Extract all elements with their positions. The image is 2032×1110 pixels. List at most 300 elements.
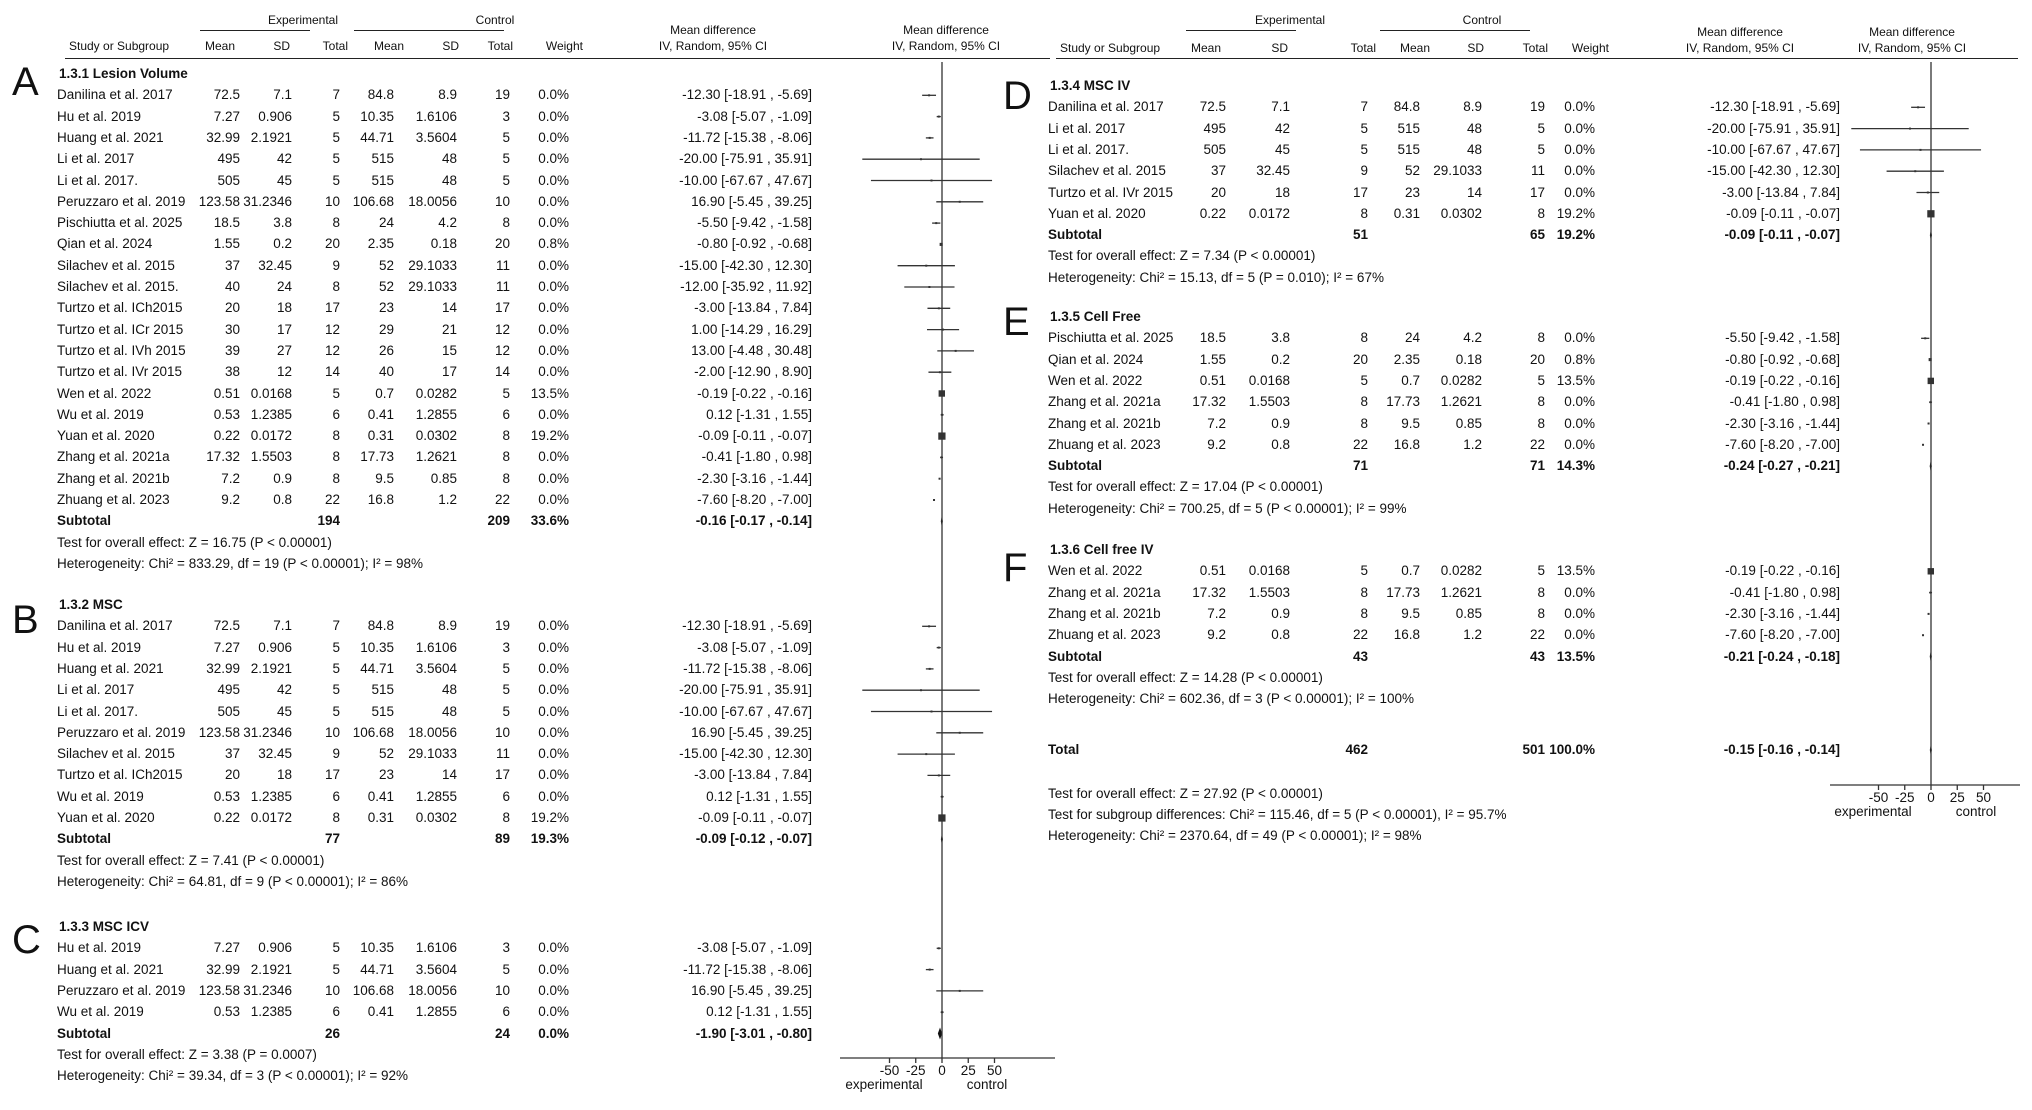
panel-a-c-mean: 0.7 (375, 385, 394, 401)
panel-a-c-sd: 1.6106 (415, 108, 457, 124)
panel-a-c-sd: 48 (441, 172, 457, 188)
panel-a-c-total: 20 (494, 236, 510, 252)
panel-e-c-sd: 1.2621 (1440, 394, 1482, 410)
panel-c-c-total: 5 (502, 961, 510, 977)
panel-a-e-total: 12 (324, 321, 340, 337)
panel-a-point (929, 137, 931, 139)
panel-a-e-sd: 45 (276, 172, 292, 188)
panel-f-study-name: Zhang et al. 2021b (1048, 605, 1161, 621)
panel-a-e-total: 10 (324, 193, 340, 209)
panel-e-subtotal-label: Subtotal (1048, 458, 1102, 474)
panel-a-c-sd: 29.1033 (408, 257, 457, 273)
panel-b-title: 1.3.2 MSC (59, 597, 123, 612)
panel-d-weight: 0.0% (1564, 99, 1595, 115)
panel-b-e-sd: 42 (276, 682, 292, 698)
panel-a-e-total: 8 (332, 279, 340, 294)
panel-c-point (929, 969, 931, 971)
panel-b-c-mean: 84.8 (367, 618, 394, 634)
panel-b-c-total: 10 (494, 724, 510, 740)
panel-a-e-mean: 495 (217, 151, 240, 167)
panel-b-c-total: 19 (494, 618, 510, 634)
panel-b-point (929, 668, 931, 670)
panel-d-weight: 0.0% (1564, 184, 1595, 200)
panel-a-study-name: Peruzzaro et al. 2019 (57, 193, 186, 209)
panel-a-c-sd: 3.5604 (415, 129, 457, 145)
panel-b-e-total: 6 (332, 788, 340, 804)
panel-c-c-sd: 3.5604 (415, 961, 457, 977)
panel-d-subtotal-weight: 19.2% (1556, 227, 1595, 243)
panel-a-c-total: 10 (494, 193, 510, 209)
panel-a-c-total: 3 (502, 108, 510, 124)
panel-e-e-mean: 1.55 (1199, 351, 1226, 367)
panel-a-e-sd: 0.8 (273, 492, 292, 507)
panel-a-e-total: 17 (324, 300, 340, 316)
panel-e-c-mean: 9.5 (1401, 415, 1420, 431)
panel-b-study-name: Huang et al. 2021 (57, 660, 164, 676)
panel-b-c-mean: 23 (378, 767, 394, 783)
panel-a-study-name: Yuan et al. 2020 (57, 428, 155, 444)
panel-a-e-total: 7 (332, 87, 340, 103)
panel-d-letter: D (1003, 74, 1032, 118)
panel-c-c-sd: 1.6106 (415, 940, 457, 956)
panel-d-e-sd: 7.1 (1271, 99, 1290, 115)
panel-b-e-sd: 45 (276, 703, 292, 719)
panel-a-c-total: 5 (502, 385, 510, 401)
panel-b-subtotal-weight: 19.3% (530, 831, 569, 847)
panel-c-e-total: 10 (324, 982, 340, 998)
panel-e-weight: 0.8% (1564, 351, 1595, 367)
right-header-md-2: IV, Random, 95% CI (1685, 41, 1795, 55)
panel-e-e-sd: 1.5503 (1248, 394, 1290, 410)
right-axis-label-left: experimental (1834, 804, 1912, 819)
panel-c-e-mean: 7.27 (213, 940, 240, 956)
panel-b-c-sd: 1.2855 (415, 788, 457, 804)
panel-f-c-total: 8 (1537, 605, 1545, 621)
panel-a-ci: -0.80 [-0.92 , -0.68] (697, 236, 812, 252)
total-heterogeneity: Heterogeneity: Chi² = 2370.64, df = 49 (P < 0.00001); I² = 98% (1048, 828, 1422, 843)
right-axis-tick-label: 50 (1975, 790, 1992, 805)
panel-b-c-sd: 1.6106 (415, 639, 457, 655)
panel-a-e-total: 5 (332, 172, 340, 188)
panel-a-e-sd: 32.45 (258, 257, 292, 273)
panel-a-ci: -15.00 [-42.30 , 12.30] (679, 257, 812, 273)
panel-e-e-total: 8 (1360, 394, 1368, 410)
panel-d-ci: -15.00 [-42.30 , 12.30] (1707, 163, 1840, 179)
right-header-study: Study or Subgroup (1060, 41, 1161, 55)
panel-a-c-total: 17 (494, 300, 510, 316)
panel-f-e-mean: 17.32 (1192, 584, 1226, 600)
panel-d-c-total: 5 (1537, 120, 1545, 136)
panel-a-e-mean: 0.53 (213, 406, 240, 422)
panel-a-study-name: Zhang et al. 2021a (57, 449, 170, 465)
left-header-forest-2: IV, Random, 95% CI (891, 39, 1001, 53)
panel-f-e-sd: 0.0168 (1248, 563, 1290, 579)
panel-b-weight: 0.0% (538, 682, 569, 698)
panel-e-c-sd: 0.18 (1455, 351, 1482, 367)
panel-a-e-mean: 7.27 (213, 108, 240, 124)
panel-b-ci: 0.12 [-1.31 , 1.55] (706, 788, 812, 804)
panel-a-e-total: 8 (332, 215, 340, 231)
right-header-md-1: Mean difference (1697, 25, 1783, 39)
panel-c-weight: 0.0% (538, 961, 569, 977)
panel-a-e-sd: 42 (276, 151, 292, 167)
panel-e-c-sd: 0.85 (1455, 415, 1482, 431)
panel-b-subtotal-ci: -0.09 [-0.12 , -0.07] (695, 831, 812, 847)
panel-f-study-name: Zhang et al. 2021a (1048, 584, 1161, 600)
panel-a-point (920, 158, 922, 160)
panel-e-ci: -0.19 [-0.22 , -0.16] (1725, 372, 1840, 388)
panel-a-c-sd: 1.2855 (415, 406, 457, 422)
panel-a-weight: 0.0% (538, 279, 569, 294)
panel-b-c-mean: 106.68 (352, 724, 394, 740)
panel-b-c-sd: 29.1033 (408, 746, 457, 762)
panel-a-point (928, 286, 930, 288)
left-axis-tick-label: 50 (986, 1063, 1003, 1078)
panel-b-c-total: 5 (502, 682, 510, 698)
panel-e-ci: -5.50 [-9.42 , -1.58] (1725, 330, 1840, 346)
panel-a-ci: -0.09 [-0.11 , -0.07] (698, 428, 812, 444)
panel-a-e-mean: 32.99 (206, 129, 240, 145)
panel-a-ci: 1.00 [-14.29 , 16.29] (691, 321, 812, 337)
panel-a-e-sd: 0.0168 (250, 385, 292, 401)
panel-a-e-sd: 1.2385 (250, 406, 292, 422)
panel-a-e-sd: 24 (276, 279, 292, 294)
panel-d-point (1914, 170, 1916, 172)
panel-a-subtotal-ci: -0.16 [-0.17 , -0.14] (695, 513, 812, 529)
panel-f-c-sd: 1.2 (1463, 627, 1482, 643)
panel-f-c-sd: 1.2621 (1440, 584, 1482, 600)
panel-b-c-mean: 0.41 (367, 788, 394, 804)
panel-d-c-sd: 29.1033 (1433, 163, 1482, 179)
panel-c-e-total: 5 (332, 940, 340, 956)
panel-b-e-total: 8 (332, 810, 340, 825)
panel-a-e-total: 5 (332, 385, 340, 401)
panel-a-study-name: Turtzo et al. IVh 2015 (57, 342, 186, 358)
panel-a-e-mean: 1.55 (213, 236, 240, 252)
right-header-forest-1: Mean difference (1869, 25, 1955, 39)
panel-c-letter: C (12, 918, 41, 962)
panel-b-ci: 16.90 [-5.45 , 39.25] (691, 724, 812, 740)
panel-f-c-mean: 16.8 (1393, 627, 1420, 643)
panel-a-e-sd: 0.906 (258, 108, 292, 124)
panel-a-e-total: 9 (332, 257, 340, 273)
panel-e-study-name: Wen et al. 2022 (1048, 372, 1143, 388)
panel-b-e-mean: 72.5 (213, 618, 240, 634)
panel-c-heterogeneity: Heterogeneity: Chi² = 39.34, df = 3 (P < 0.00001); I² = 92% (57, 1068, 408, 1084)
left-header-forest-1: Mean difference (903, 23, 989, 37)
panel-a-study-name: Danilina et al. 2017 (57, 87, 173, 103)
panel-d-heterogeneity: Heterogeneity: Chi² = 15.13, df = 5 (P = 0.010); I² = 67% (1048, 269, 1384, 285)
panel-b-weight: 0.0% (538, 767, 569, 783)
panel-a-subtotal-label: Subtotal (57, 513, 111, 529)
panel-a-ci: -11.72 [-15.38 , -8.06] (683, 129, 812, 145)
panel-f-subtotal-e-total: 43 (1352, 648, 1368, 664)
panel-e-c-total: 8 (1537, 394, 1545, 410)
panel-b-c-total: 3 (502, 639, 510, 655)
panel-d-subtotal-ci: -0.09 [-0.11 , -0.07] (1724, 227, 1840, 243)
panel-d-e-mean: 0.22 (1199, 205, 1226, 221)
panel-d-c-total: 19 (1529, 99, 1545, 115)
panel-b-c-mean: 44.71 (360, 660, 394, 676)
panel-a-point (939, 478, 941, 480)
panel-a-c-total: 8 (502, 470, 510, 486)
panel-b-e-total: 17 (324, 767, 340, 783)
left-header-c-total: Total (487, 39, 513, 53)
panel-a-e-sd: 0.2 (273, 236, 292, 252)
panel-e-title: 1.3.5 Cell Free (1050, 309, 1141, 324)
panel-d-study-name: Silachev et al. 2015 (1048, 163, 1166, 179)
panel-c-study-name: Hu et al. 2019 (57, 940, 142, 956)
panel-a-e-sd: 31.2346 (243, 193, 292, 209)
panel-f-study-name: Zhuang et al. 2023 (1048, 627, 1161, 643)
panel-e-point (1924, 337, 1926, 339)
panel-a-e-mean: 505 (217, 172, 240, 188)
panel-a-e-mean: 72.5 (213, 87, 240, 103)
panel-b-c-mean: 515 (371, 682, 394, 698)
panel-c-e-sd: 1.2385 (250, 1004, 292, 1020)
panel-a-study-name: Zhuang et al. 2023 (57, 492, 170, 507)
panel-e-ci: -2.30 [-3.16 , -1.44] (1725, 415, 1840, 431)
panel-d-c-total: 8 (1537, 205, 1545, 221)
panel-f-subtotal-ci: -0.21 [-0.24 , -0.18] (1723, 648, 1840, 664)
panel-a-study-name: Silachev et al. 2015 (57, 257, 175, 273)
right-header-c-total: Total (1522, 41, 1548, 55)
panel-e-e-total: 5 (1360, 372, 1368, 388)
total-overall-test: Test for overall effect: Z = 27.92 (P < 0.00001) (1048, 786, 1323, 801)
panel-f-c-total: 8 (1537, 584, 1545, 600)
panel-b-c-total: 6 (502, 788, 510, 804)
panel-e-subtotal-c-total: 71 (1529, 458, 1545, 474)
panel-a-c-total: 22 (494, 492, 510, 507)
panel-c-e-mean: 123.58 (198, 982, 240, 998)
panel-f-ci: -7.60 [-8.20 , -7.00] (1725, 627, 1840, 643)
panel-b-e-total: 5 (332, 682, 340, 698)
panel-a-c-sd: 0.18 (430, 236, 457, 252)
panel-d-e-mean: 72.5 (1199, 99, 1226, 115)
panel-a-c-mean: 515 (371, 172, 394, 188)
panel-d-c-total: 17 (1529, 184, 1545, 200)
panel-b-c-mean: 52 (378, 746, 394, 762)
panel-c-study-name: Peruzzaro et al. 2019 (57, 982, 186, 998)
panel-a-e-mean: 18.5 (213, 215, 240, 231)
panel-e-c-total: 5 (1537, 372, 1545, 388)
panel-a-c-mean: 29 (378, 321, 394, 337)
panel-b-letter: B (12, 598, 39, 642)
right-axis-tick-label: -50 (1868, 790, 1889, 805)
panel-b-ci: -15.00 [-42.30 , 12.30] (679, 746, 812, 762)
total-ci: -0.15 [-0.16 , -0.14] (1723, 742, 1840, 757)
panel-c-ci: -3.08 [-5.07 , -1.09] (697, 940, 812, 956)
panel-a-c-total: 5 (502, 172, 510, 188)
left-header-control: Control (475, 13, 515, 27)
panel-e-e-sd: 0.2 (1271, 351, 1290, 367)
left-header-e-mean: Mean (204, 39, 235, 53)
panel-a-e-sd: 12 (276, 364, 292, 380)
panel-e-point (1928, 423, 1930, 425)
panel-a-e-sd: 18 (276, 300, 292, 316)
panel-f-subtotal-weight: 13.5% (1556, 648, 1595, 664)
panel-c-e-sd: 31.2346 (243, 982, 292, 998)
panel-a-e-total: 8 (332, 428, 340, 444)
panel-b-c-total: 8 (502, 810, 510, 825)
panel-d-e-sd: 0.0172 (1248, 205, 1290, 221)
panel-a-study-name: Wen et al. 2022 (57, 385, 152, 401)
panel-f-weight: 13.5% (1556, 563, 1595, 579)
right-header-experimental: Experimental (1254, 13, 1326, 27)
panel-a-c-mean: 26 (378, 342, 394, 358)
panel-e-e-sd: 0.0168 (1248, 372, 1290, 388)
panel-b-study-name: Yuan et al. 2020 (57, 810, 155, 825)
panel-c-c-total: 3 (502, 940, 510, 956)
panel-f-point (1922, 634, 1924, 636)
panel-c-study-name: Wu et al. 2019 (57, 1004, 144, 1020)
panel-a-ci: -5.50 [-9.42 , -1.58] (697, 215, 812, 231)
right-header-c-mean: Mean (1399, 41, 1430, 55)
left-header-c-mean: Mean (373, 39, 404, 53)
panel-e-e-sd: 3.8 (1271, 330, 1290, 346)
total-e-n: 462 (1345, 742, 1368, 757)
panel-a-weight: 0.0% (538, 87, 569, 103)
panel-a-ci: -3.08 [-5.07 , -1.09] (697, 108, 812, 124)
panel-a-ci: 0.12 [-1.31 , 1.55] (706, 406, 812, 422)
panel-a-e-sd: 0.0172 (250, 428, 292, 444)
panel-d-e-total: 17 (1352, 184, 1368, 200)
panel-a-ci: -0.41 [-1.80 , 0.98] (701, 449, 812, 465)
panel-a-c-total: 5 (502, 151, 510, 167)
panel-a-e-sd: 3.8 (273, 215, 292, 231)
panel-a-weight: 0.8% (538, 236, 569, 252)
panel-a-study-name: Turtzo et al. IVr 2015 (57, 364, 183, 380)
panel-f-e-sd: 0.8 (1271, 627, 1290, 643)
panel-b-point (931, 711, 933, 713)
panel-e-e-mean: 17.32 (1192, 394, 1226, 410)
panel-c-c-mean: 106.68 (352, 982, 394, 998)
panel-a-c-total: 11 (495, 257, 510, 273)
panel-a-e-total: 20 (324, 236, 340, 252)
panel-b-point (938, 647, 940, 649)
panel-e-overall-test: Test for overall effect: Z = 17.04 (P < 0.00001) (1048, 479, 1323, 495)
panel-d-c-mean: 84.8 (1393, 99, 1420, 115)
panel-c-e-mean: 0.53 (213, 1004, 240, 1020)
panel-a-weight: 0.0% (538, 492, 569, 507)
panel-e-c-total: 20 (1529, 351, 1545, 367)
panel-d-c-mean: 23 (1404, 184, 1420, 200)
panel-f-heterogeneity: Heterogeneity: Chi² = 602.36, df = 3 (P < 0.00001); I² = 100% (1048, 691, 1414, 707)
panel-f-e-total: 22 (1352, 627, 1368, 643)
panel-b-study-name: Danilina et al. 2017 (57, 618, 173, 634)
right-header-control: Control (1462, 13, 1502, 27)
panel-a-subtotal-weight: 33.6% (530, 513, 569, 529)
panel-c-weight: 0.0% (538, 1004, 569, 1020)
panel-d-c-sd: 48 (1466, 120, 1482, 136)
panel-e-point (1922, 444, 1924, 446)
panel-d-c-sd: 14 (1466, 184, 1482, 200)
panel-a-e-total: 5 (332, 108, 340, 124)
panel-f-c-total: 22 (1529, 627, 1545, 643)
panel-b-subtotal-label: Subtotal (57, 831, 111, 847)
panel-f-ci: -2.30 [-3.16 , -1.44] (1725, 605, 1840, 621)
panel-b-ci: -20.00 [-75.91 , 35.91] (679, 682, 812, 698)
panel-a-weight: 13.5% (530, 385, 569, 401)
panel-d-e-sd: 42 (1274, 120, 1290, 136)
panel-f-c-sd: 0.85 (1455, 605, 1482, 621)
panel-d-point (1909, 128, 1911, 130)
panel-b-c-total: 11 (495, 746, 510, 762)
right-header-e-sd: SD (1271, 41, 1288, 55)
panel-b-c-mean: 10.35 (360, 639, 394, 655)
panel-c-point (938, 947, 940, 949)
panel-e-e-mean: 0.51 (1199, 372, 1226, 388)
panel-a-e-mean: 0.22 (213, 428, 240, 444)
total-subgroup-test: Test for subgroup differences: Chi² = 115.46, df = 5 (P < 0.00001), I² = 95.7% (1048, 807, 1507, 822)
panel-b-c-sd: 0.0302 (415, 810, 457, 825)
panel-b-c-mean: 515 (371, 703, 394, 719)
panel-d-weight: 0.0% (1564, 163, 1595, 179)
panel-d-study-name: Turtzo et al. IVr 2015 (1048, 184, 1174, 200)
panel-a-c-mean: 0.31 (367, 428, 394, 444)
left-axis-label-left: experimental (845, 1077, 923, 1092)
panel-b-ci: -0.09 [-0.11 , -0.07] (698, 810, 812, 825)
panel-a-c-mean: 40 (378, 364, 394, 380)
panel-a-point (933, 499, 935, 501)
panel-b-e-mean: 505 (217, 703, 240, 719)
panel-b-c-sd: 3.5604 (415, 660, 457, 676)
panel-a-c-sd: 15 (441, 342, 457, 358)
panel-d-overall-test: Test for overall effect: Z = 7.34 (P < 0.00001) (1048, 248, 1316, 264)
panel-b-e-mean: 0.53 (213, 788, 240, 804)
panel-b-weight: 0.0% (538, 703, 569, 719)
panel-d-e-sd: 18 (1274, 184, 1290, 200)
panel-a-subtotal-c-total: 209 (487, 513, 510, 529)
panel-a-c-sd: 14 (441, 300, 457, 316)
panel-f-point (1928, 613, 1930, 615)
left-axis-tick-label: -25 (905, 1063, 926, 1078)
panel-b-e-total: 10 (324, 724, 340, 740)
panel-a-e-total: 5 (332, 151, 340, 167)
panel-a-weight: 0.0% (538, 406, 569, 422)
panel-d-c-mean: 52 (1404, 163, 1420, 179)
panel-b-c-total: 5 (502, 703, 510, 719)
left-header-experimental: Experimental (267, 13, 339, 27)
panel-a-ci: -10.00 [-67.67 , 47.67] (679, 172, 812, 188)
panel-a-c-mean: 44.71 (360, 129, 394, 145)
panel-a-c-mean: 9.5 (375, 470, 394, 486)
right-axis-tick-label: 0 (1927, 790, 1935, 805)
panel-a-weight: 0.0% (538, 321, 569, 337)
panel-d-e-total: 5 (1360, 141, 1368, 157)
right-axis-label-right: control (1955, 804, 1997, 819)
panel-f-c-mean: 17.73 (1386, 584, 1420, 600)
panel-e-c-sd: 1.2 (1463, 436, 1482, 452)
panel-a-ci: -0.19 [-0.22 , -0.16] (697, 385, 812, 401)
panel-d-e-mean: 20 (1210, 184, 1226, 200)
panel-a-weight: 0.0% (538, 193, 569, 209)
panel-a-c-sd: 0.0302 (415, 428, 457, 444)
panel-c-c-total: 10 (494, 982, 510, 998)
panel-b-weight: 0.0% (538, 746, 569, 762)
panel-a-e-total: 12 (324, 342, 340, 358)
panel-f-e-mean: 7.2 (1207, 605, 1226, 621)
panel-d-c-mean: 515 (1397, 120, 1420, 136)
panel-a-c-mean: 16.8 (367, 492, 394, 507)
total-weight: 100.0% (1549, 742, 1595, 757)
panel-b-e-total: 9 (332, 746, 340, 762)
right-header-weight: Weight (1571, 41, 1609, 55)
panel-d-point (1927, 192, 1929, 194)
panel-e-letter: E (1003, 300, 1030, 344)
panel-b-e-mean: 0.22 (213, 810, 240, 825)
panel-b-e-mean: 37 (224, 746, 240, 762)
